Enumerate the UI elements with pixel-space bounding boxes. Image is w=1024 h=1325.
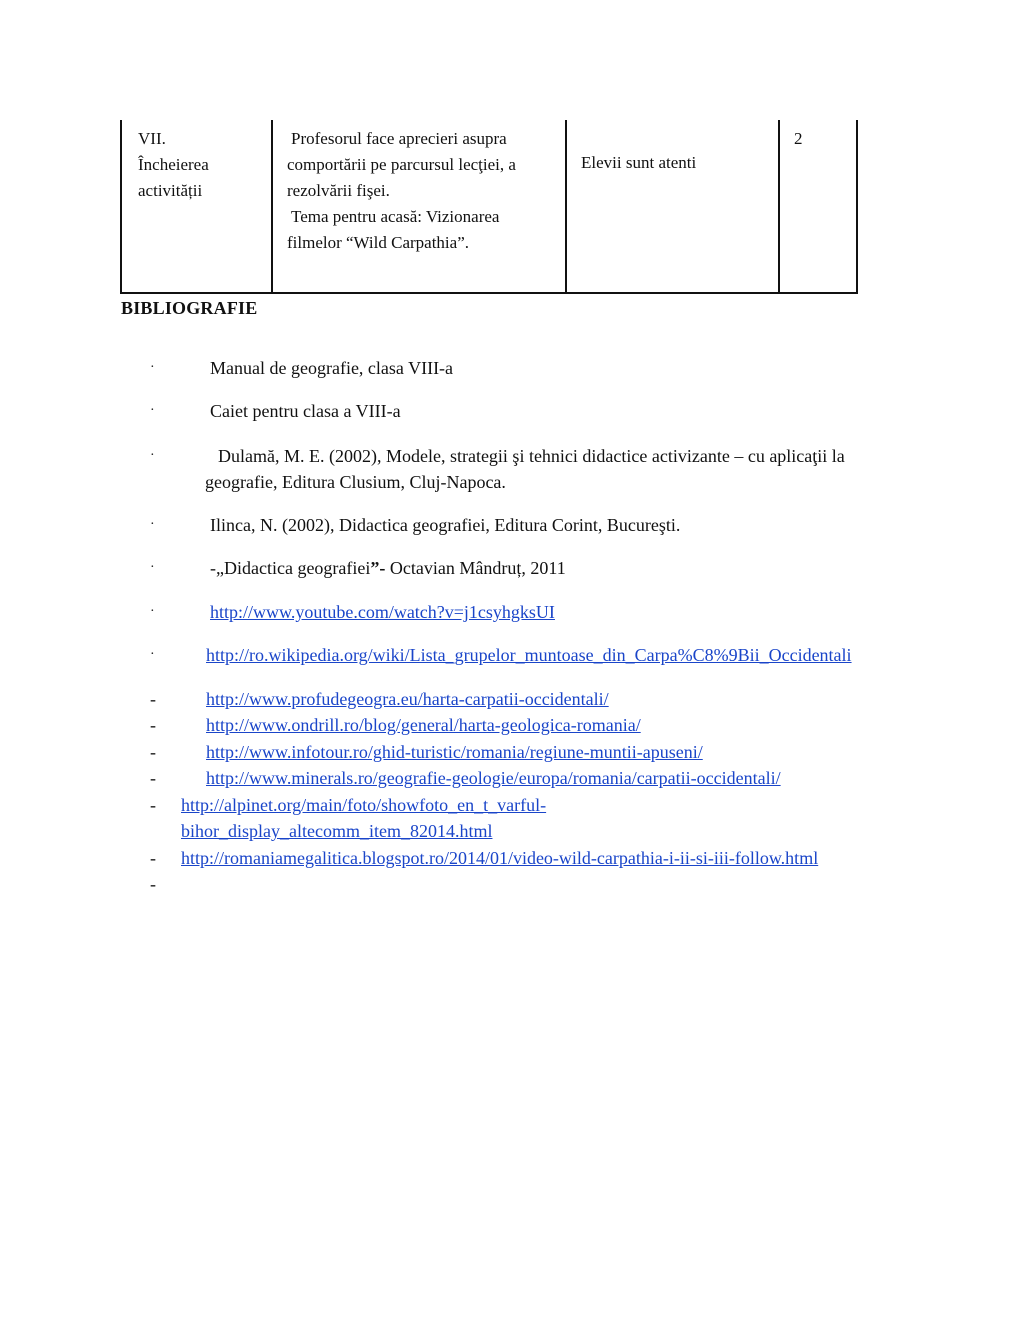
dash-icon: - — [150, 768, 156, 788]
dash-icon: - — [150, 742, 156, 762]
youtube-link[interactable]: http://www.youtube.com/watch?v=j1csyhgksUI — [210, 602, 555, 622]
bibliography-heading: BIBLIOGRAFIE — [121, 298, 258, 318]
quote-dash: ”- — [370, 558, 386, 578]
bibliography-entry: Caiet pentru clasa a VIII-a — [210, 401, 401, 421]
bibliography-entry: Manual de geografie, clasa VIII-a — [210, 358, 454, 378]
bullet-icon: · — [150, 647, 155, 662]
homework-line: Tema pentru acasă: Vizionarea — [291, 207, 500, 226]
minerals-link[interactable]: http://www.minerals.ro/geografie-geologie/europa/romania/carpatii-occidentali/ — [206, 768, 781, 788]
time-value: 2 — [794, 129, 803, 148]
list-item — [150, 443, 940, 503]
bibliography-link-wrap — [210, 599, 555, 625]
bullet-icon: · — [150, 604, 155, 619]
homework-line: filmelor “Wild Carpathia”. — [287, 233, 469, 252]
bibliography-entry: Ilinca, N. (2002), Didactica geografiei, Editura Corint, Bucureşti. — [210, 515, 681, 535]
book-title: -„Didactica geografiei — [210, 558, 371, 578]
bibliography-entry-line: Dulamă, M. E. (2002), Modele, strategii şi tehnici didactice activizante – cu aplicaţii la — [218, 446, 845, 466]
profudegeogra-link[interactable]: http://www.profudegeogra.eu/harta-carpatii-occidentali/ — [206, 689, 609, 709]
bullet-icon: · — [150, 403, 155, 418]
bibliography-link-wrap — [206, 642, 852, 668]
bibliography-entry — [210, 555, 566, 581]
stage-title-cont: activității — [138, 181, 203, 200]
dash-icon: - — [150, 715, 156, 735]
bullet-icon: · — [150, 517, 155, 532]
book-author-year: Octavian Mândruț, 2011 — [385, 558, 566, 578]
dash-icon: - — [150, 848, 156, 868]
student-activity-cell — [566, 120, 779, 293]
dash-icon: - — [150, 689, 156, 709]
infotour-link[interactable]: http://www.infotour.ro/ghid-turistic/romania/regiune-muntii-apuseni/ — [206, 742, 703, 762]
stage-number: VII. — [138, 129, 166, 148]
wikipedia-link[interactable]: http://ro.wikipedia.org/wiki/Lista_grupelor_muntoase_din_Carpa%C8%9Bii_Occidentali — [206, 645, 852, 665]
dash-icon: - — [150, 795, 156, 815]
alpinet-link-cont[interactable]: bihor_display_altecomm_item_82014.html — [181, 821, 493, 841]
teacher-activity-cell — [272, 120, 566, 293]
alpinet-link[interactable]: http://alpinet.org/main/foto/showfoto_en_t_varful- — [181, 795, 547, 815]
stage-cell — [121, 120, 272, 293]
bibliography-entry-line: geografie, Editura Clusium, Cluj-Napoca. — [205, 472, 506, 492]
ondrill-link[interactable]: http://www.ondrill.ro/blog/general/harta-geologica-romania/ — [206, 715, 641, 735]
dash-icon: - — [150, 874, 156, 894]
bullet-icon: · — [150, 560, 155, 575]
teacher-activity-line: comportării pe parcursul lecţiei, a — [287, 155, 516, 174]
teacher-activity-line: rezolvării fişei. — [287, 181, 390, 200]
lesson-activity-table — [120, 120, 858, 294]
romaniamegalitica-link[interactable]: http://romaniamegalitica.blogspot.ro/2014/01/video-wild-carpathia-i-ii-si-iii-follow.html — [181, 848, 819, 868]
bullet-icon: · — [150, 448, 155, 463]
stage-title: Încheierea — [138, 155, 209, 174]
time-cell — [779, 120, 857, 293]
teacher-activity-line: Profesorul face aprecieri asupra — [291, 129, 507, 148]
bullet-icon: · — [150, 360, 155, 375]
student-activity-text: Elevii sunt atenti — [581, 153, 697, 172]
table-row — [121, 120, 857, 293]
bibliography-entry — [205, 443, 920, 495]
